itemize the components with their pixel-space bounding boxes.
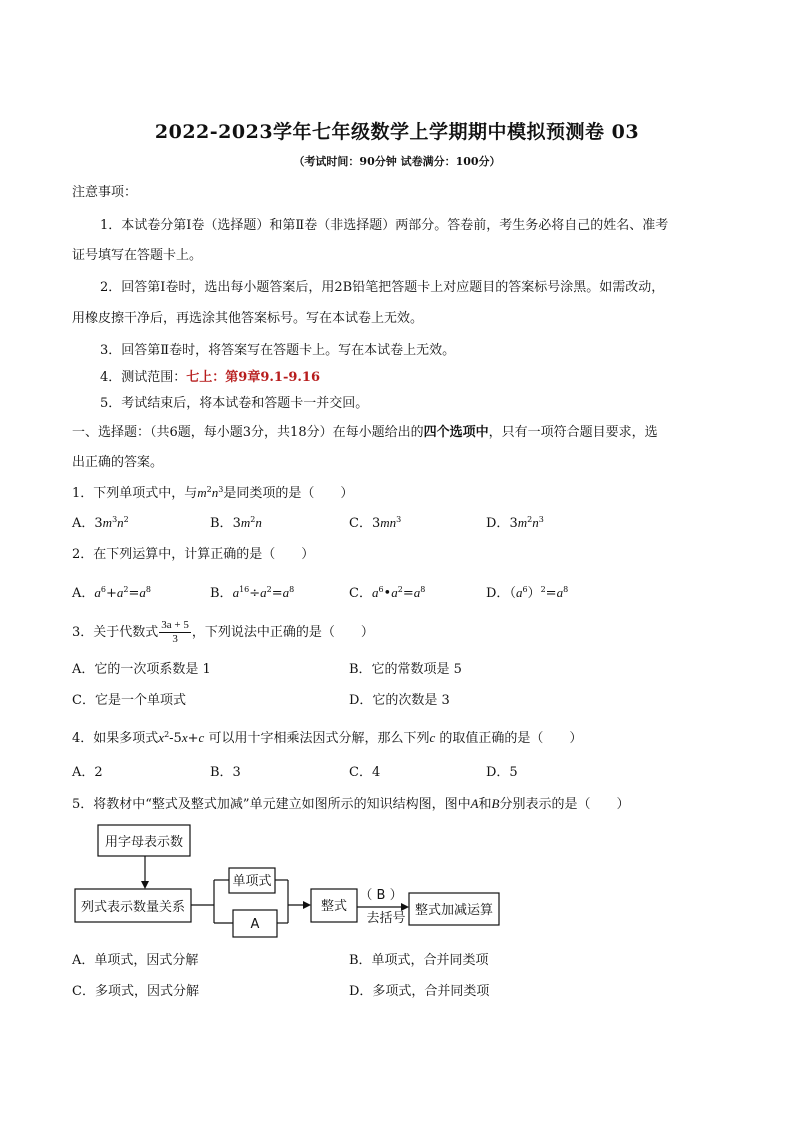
q2-option-a: A．$a^6+a^2=a^8$ [72, 585, 151, 601]
box-letters: 用字母表示数 [104, 835, 184, 850]
section-heading-a: 一、选择题：（共6题，每小题3分，共18分）在每小题给出的 [72, 425, 424, 440]
q1-c-label: C． [349, 516, 372, 531]
q2-b-label: B． [210, 586, 233, 601]
q3-frac-num: 3a + 5 [161, 619, 189, 631]
q4-stem-b: 可以用十字相乘法因式分解，那么下列 [208, 731, 430, 746]
note-4-prefix: 4．测试范围： [100, 370, 187, 385]
q3-stem-b: ，下列说法中正确的是（ ） [191, 625, 374, 640]
q4-option-a: A．2 [72, 765, 103, 780]
note-2-line-1: 2．回答第Ⅰ卷时，选出每小题答案后，用2B铅笔把答题卡上对应题目的答案标号涂黑。如需改动， [100, 280, 665, 295]
q4-stem-a: 4．如果多项式 [72, 731, 159, 746]
q5-stem-b: 和 [478, 797, 492, 812]
q5-stem-c: 分别表示的是（ ） [499, 797, 630, 812]
box-monomial: 单项式 [232, 874, 272, 889]
section-heading-c: ，只有一项符合题目要求，选 [488, 425, 658, 440]
q2-option-c: C．$a^6•a^2=a^8$ [349, 585, 426, 601]
note-3: 3．回答第Ⅱ卷时，将答案写在答题卡上。写在本试卷上无效。 [100, 343, 456, 358]
q2-c-label: C． [349, 586, 372, 601]
arrow-head-down [141, 881, 149, 889]
section-heading-line-2: 出正确的答案。 [72, 455, 164, 470]
q3-option-d: D．它的次数是 3 [349, 693, 450, 708]
q3-stem-a: 3．关于代数式 [72, 625, 159, 640]
q2-d-label: D． [486, 586, 510, 601]
q3-option-a: A．它的一次项系数是 1 [72, 662, 211, 677]
label-remove-brackets: 去括号 [366, 911, 406, 926]
note-2-line-2: 用橡皮擦干净后，再选涂其他答案标号。写在本试卷上无效。 [72, 311, 424, 326]
arrow-head-to-integral [303, 901, 311, 909]
q1-d-label: D． [486, 516, 510, 531]
box-a: A [250, 917, 260, 932]
q2-option-b: B．$a^{16}\div a^2=a^8$ [210, 585, 295, 601]
q3-frac-den: 3 [172, 633, 178, 645]
q5-option-a: A．单项式，因式分解 [72, 953, 199, 968]
q1-stem-b: 是同类项的是（ ） [223, 486, 354, 501]
arrow-head-to-operations [401, 903, 409, 911]
q5-var-b: B [491, 796, 500, 811]
q5-option-c: C．多项式，因式分解 [72, 984, 199, 999]
section-heading-b: 四个选项中 [423, 425, 489, 440]
q1-a-label: A． [72, 516, 95, 531]
q5-option-d: D．多项式，合并同类项 [349, 984, 490, 999]
question-4-stem: 4．如果多项式$x^2-5x+c$ 可以用十字相乘法因式分解，那么下列c 的取值正确的是（ ） [72, 730, 583, 746]
q4-stem-c: 的取值正确的是（ ） [439, 731, 583, 746]
box-expression: 列式表示数量关系 [80, 900, 186, 915]
q2-a-label: A． [72, 586, 95, 601]
notes-heading: 注意事项： [72, 185, 138, 200]
page-title: 2022-2023学年七年级数学上学期期中模拟预测卷 03 [154, 121, 640, 143]
question-1-stem: 1．下列单项式中，与$m^2n^3$是同类项的是（ ） [72, 485, 354, 501]
q3-option-c: C．它是一个单项式 [72, 693, 186, 708]
box-integral: 整式 [320, 899, 348, 914]
q1-b-label: B． [210, 516, 233, 531]
q1-stem-a: 1．下列单项式中，与 [72, 486, 198, 501]
q3-option-b: B．它的常数项是 5 [349, 662, 462, 677]
q1-option-a: A．$3m^3n^2$ [72, 515, 129, 531]
note-1-line-2: 证号填写在答题卡上。 [72, 248, 203, 263]
q4-option-b: B．3 [210, 765, 241, 780]
question-2-stem: 2．在下列运算中，计算正确的是（ ） [72, 547, 315, 562]
note-5: 5．考试结束后，将本试卷和答题卡一并交回。 [100, 396, 369, 411]
q2-option-d: D．$(a^6)^2=a^8$ [486, 585, 569, 601]
note-1-line-1: 1．本试卷分第Ⅰ卷（选择题）和第Ⅱ卷（非选择题）两部分。答卷前，考生务必将自己的姓名、准考 [100, 218, 669, 233]
q1-option-b: B．$3m^2n$ [210, 515, 262, 531]
exam-info: （考试时间：90分钟 试卷满分：100分） [293, 155, 501, 168]
box-operations: 整式加减运算 [414, 903, 494, 918]
q1-option-d: D．$3m^2n^3$ [486, 515, 544, 531]
q4-option-d: D．5 [486, 765, 518, 780]
q5-stem-a: 5．将教材中“整式及整式加减”单元建立如图所示的知识结构图，图中 [72, 797, 471, 812]
q5-option-b: B．单项式，合并同类项 [349, 953, 489, 968]
test-range: 七上：第9章9.1-9.16 [186, 370, 321, 385]
label-b: （ B ） [359, 888, 403, 903]
q1-option-c: C．$3mn^3$ [349, 515, 402, 531]
q5-var-a: A [470, 796, 479, 811]
q4-option-c: C．4 [349, 765, 381, 780]
